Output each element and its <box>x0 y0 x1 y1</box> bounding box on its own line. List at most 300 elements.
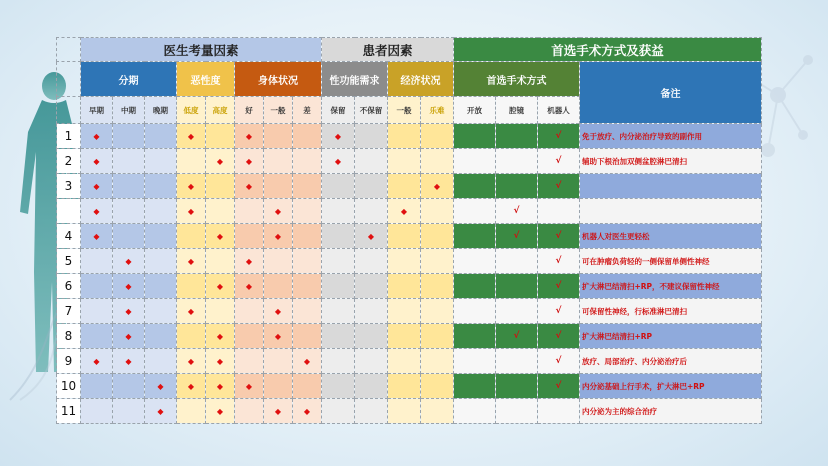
cell-nokeep <box>355 374 388 399</box>
row-number: 1 <box>57 124 81 149</box>
row-number: 8 <box>57 324 81 349</box>
cell-open <box>454 374 496 399</box>
cell-econ-poor <box>421 399 454 424</box>
cell-late <box>145 199 177 224</box>
cell-average <box>264 374 293 399</box>
diamond-icon: ◆ <box>187 306 195 316</box>
diamond-icon: ◆ <box>303 406 311 416</box>
diamond-icon: ◆ <box>334 156 342 166</box>
table-row <box>57 399 762 424</box>
diamond-icon: ◆ <box>274 306 282 316</box>
cell-keep <box>322 274 355 299</box>
cell-econ-poor <box>421 224 454 249</box>
diamond-icon: ◆ <box>245 181 253 191</box>
header-patient-factors: 患者因素 <box>322 38 454 62</box>
cell-late <box>145 349 177 374</box>
cell-nokeep <box>355 324 388 349</box>
cell-low <box>177 174 206 199</box>
cell-keep <box>322 124 355 149</box>
table-body <box>57 124 762 424</box>
cell-open <box>454 274 496 299</box>
header-surgery-benefit: 首选手术方式及获益 <box>454 38 762 62</box>
table-row <box>57 274 762 299</box>
cell-average <box>264 299 293 324</box>
cell-high <box>206 324 235 349</box>
cell-low <box>177 399 206 424</box>
cell-lap <box>496 149 538 174</box>
check-icon: √ <box>555 181 562 191</box>
cell-poor <box>293 374 322 399</box>
cell-low <box>177 124 206 149</box>
subheader-low: 低度 <box>177 97 206 124</box>
cell-lap <box>496 274 538 299</box>
cell-econ-avg <box>388 399 421 424</box>
diamond-icon: ◆ <box>93 231 100 241</box>
cell-econ-poor <box>421 149 454 174</box>
diamond-icon: ◆ <box>187 181 195 191</box>
check-icon: √ <box>555 331 562 341</box>
cell-average <box>264 349 293 374</box>
cell-lap <box>496 124 538 149</box>
row-number <box>57 199 81 224</box>
cell-average <box>264 199 293 224</box>
cell-low <box>177 224 206 249</box>
cell-robot <box>538 224 580 249</box>
cell-keep <box>322 349 355 374</box>
cell-poor <box>293 224 322 249</box>
cell-keep <box>322 399 355 424</box>
diamond-icon: ◆ <box>187 206 195 216</box>
cell-good <box>235 224 264 249</box>
row-note <box>580 174 762 199</box>
row-note: 扩大淋巴结清扫+RP，不建议保留性神经 <box>580 274 762 299</box>
diamond-icon: ◆ <box>93 181 100 191</box>
cell-nokeep <box>355 174 388 199</box>
header-physical: 身体状况 <box>235 62 322 97</box>
cell-low <box>177 199 206 224</box>
cell-good <box>235 374 264 399</box>
cell-high <box>206 149 235 174</box>
diamond-icon: ◆ <box>216 281 224 291</box>
cell-early <box>81 274 113 299</box>
row-note: 免于放疗、内分泌治疗导致的副作用 <box>580 124 762 149</box>
cell-nokeep <box>355 224 388 249</box>
cell-open <box>454 324 496 349</box>
cell-econ-avg <box>388 274 421 299</box>
cell-lap <box>496 299 538 324</box>
cell-late <box>145 299 177 324</box>
cell-early <box>81 299 113 324</box>
cell-high <box>206 374 235 399</box>
diamond-icon: ◆ <box>125 356 132 366</box>
cell-robot <box>538 399 580 424</box>
cell-lap <box>496 324 538 349</box>
cell-keep <box>322 324 355 349</box>
cell-robot <box>538 374 580 399</box>
subheader-keep: 保留 <box>322 97 355 124</box>
cell-late <box>145 399 177 424</box>
cell-mid <box>113 124 145 149</box>
diamond-icon: ◆ <box>157 381 164 391</box>
table-row <box>57 224 762 249</box>
check-icon: √ <box>513 231 520 241</box>
cell-late <box>145 249 177 274</box>
cell-nokeep <box>355 124 388 149</box>
cell-high <box>206 174 235 199</box>
cell-open <box>454 349 496 374</box>
cell-good <box>235 324 264 349</box>
row-number: 2 <box>57 149 81 174</box>
diamond-icon: ◆ <box>334 131 342 141</box>
cell-lap <box>496 399 538 424</box>
header-preferred: 首选手术方式 <box>454 62 580 97</box>
diamond-icon: ◆ <box>303 356 311 366</box>
cell-robot <box>538 249 580 274</box>
cell-early <box>81 174 113 199</box>
cell-average <box>264 399 293 424</box>
cell-econ-poor <box>421 374 454 399</box>
cell-average <box>264 174 293 199</box>
header-doctor-factors: 医生考量因素 <box>81 38 322 62</box>
check-icon: √ <box>555 356 562 366</box>
check-icon: √ <box>555 281 562 291</box>
subheader-mid: 中期 <box>113 97 145 124</box>
diamond-icon: ◆ <box>216 381 224 391</box>
row-number: 9 <box>57 349 81 374</box>
cell-low <box>177 324 206 349</box>
diamond-icon: ◆ <box>245 156 253 166</box>
diamond-icon: ◆ <box>245 381 253 391</box>
cell-econ-poor <box>421 349 454 374</box>
table-row <box>57 124 762 149</box>
row-number: 6 <box>57 274 81 299</box>
table-row <box>57 349 762 374</box>
cell-good <box>235 399 264 424</box>
cell-low <box>177 374 206 399</box>
cell-keep <box>322 174 355 199</box>
diamond-icon: ◆ <box>125 306 132 316</box>
cell-open <box>454 149 496 174</box>
table-row <box>57 249 762 274</box>
row-number: 11 <box>57 399 81 424</box>
cell-nokeep <box>355 399 388 424</box>
cell-late <box>145 324 177 349</box>
cell-early <box>81 399 113 424</box>
cell-econ-avg <box>388 149 421 174</box>
cell-mid <box>113 249 145 274</box>
diamond-icon: ◆ <box>216 231 224 241</box>
subheader-average: 一般 <box>264 97 293 124</box>
cell-mid <box>113 324 145 349</box>
cell-lap <box>496 249 538 274</box>
check-icon: √ <box>513 206 520 216</box>
diamond-icon: ◆ <box>187 131 195 141</box>
row-note: 可在肿瘤负荷轻的一侧保留单侧性神经 <box>580 249 762 274</box>
check-icon: √ <box>555 381 562 391</box>
cell-good <box>235 124 264 149</box>
corner-cell <box>57 97 81 124</box>
diamond-icon: ◆ <box>216 156 224 166</box>
cell-high <box>206 399 235 424</box>
diamond-icon: ◆ <box>125 331 132 341</box>
cell-average <box>264 274 293 299</box>
cell-poor <box>293 399 322 424</box>
cell-early <box>81 249 113 274</box>
cell-poor <box>293 199 322 224</box>
cell-poor <box>293 174 322 199</box>
cell-robot <box>538 324 580 349</box>
cell-high <box>206 274 235 299</box>
cell-mid <box>113 149 145 174</box>
diamond-icon: ◆ <box>245 256 253 266</box>
diamond-icon: ◆ <box>187 356 195 366</box>
cell-econ-avg <box>388 199 421 224</box>
cell-mid <box>113 199 145 224</box>
row-number: 5 <box>57 249 81 274</box>
header-malignancy: 恶性度 <box>177 62 235 97</box>
cell-average <box>264 249 293 274</box>
diamond-icon: ◆ <box>125 256 132 266</box>
cell-nokeep <box>355 249 388 274</box>
row-note: 可保留性神经，行标准淋巴清扫 <box>580 299 762 324</box>
cell-mid <box>113 274 145 299</box>
cell-robot <box>538 349 580 374</box>
cell-robot <box>538 124 580 149</box>
cell-nokeep <box>355 349 388 374</box>
cell-keep <box>322 299 355 324</box>
row-note: 机器人对医生更轻松 <box>580 224 762 249</box>
cell-econ-poor <box>421 274 454 299</box>
subheader-lap: 腔镜 <box>496 97 538 124</box>
header-notes: 备注 <box>580 62 762 124</box>
diamond-icon: ◆ <box>187 256 195 266</box>
cell-high <box>206 199 235 224</box>
cell-econ-avg <box>388 349 421 374</box>
cell-lap <box>496 224 538 249</box>
cell-early <box>81 149 113 174</box>
row-note: 内分泌基础上行手术，扩大淋巴+RP <box>580 374 762 399</box>
diamond-icon: ◆ <box>157 406 164 416</box>
cell-poor <box>293 149 322 174</box>
cell-econ-avg <box>388 224 421 249</box>
cell-lap <box>496 199 538 224</box>
check-icon: √ <box>555 131 562 141</box>
cell-early <box>81 374 113 399</box>
cell-late <box>145 124 177 149</box>
diamond-icon: ◆ <box>93 206 100 216</box>
cell-low <box>177 249 206 274</box>
cell-early <box>81 199 113 224</box>
subheader-robot: 机器人 <box>538 97 580 124</box>
cell-good <box>235 174 264 199</box>
cell-mid <box>113 399 145 424</box>
table-row <box>57 324 762 349</box>
subheader-nokeep: 不保留 <box>355 97 388 124</box>
cell-early <box>81 349 113 374</box>
diamond-icon: ◆ <box>216 406 224 416</box>
diamond-icon: ◆ <box>245 281 253 291</box>
cell-robot <box>538 199 580 224</box>
cell-poor <box>293 299 322 324</box>
cell-open <box>454 124 496 149</box>
header-staging: 分期 <box>81 62 177 97</box>
cell-early <box>81 324 113 349</box>
diamond-icon: ◆ <box>400 206 408 216</box>
cell-good <box>235 274 264 299</box>
cell-mid <box>113 374 145 399</box>
cell-econ-avg <box>388 249 421 274</box>
cell-keep <box>322 249 355 274</box>
cell-open <box>454 249 496 274</box>
cell-good <box>235 249 264 274</box>
cell-econ-poor <box>421 299 454 324</box>
cell-average <box>264 124 293 149</box>
cell-lap <box>496 374 538 399</box>
cell-good <box>235 299 264 324</box>
diamond-icon: ◆ <box>187 381 195 391</box>
diamond-icon: ◆ <box>216 356 224 366</box>
cell-econ-avg <box>388 174 421 199</box>
cell-high <box>206 124 235 149</box>
cell-nokeep <box>355 299 388 324</box>
cell-mid <box>113 224 145 249</box>
diamond-icon: ◆ <box>245 131 253 141</box>
cell-good <box>235 349 264 374</box>
subheader-early: 早期 <box>81 97 113 124</box>
row-note: 放疗、局部治疗、内分泌治疗后 <box>580 349 762 374</box>
cell-mid <box>113 299 145 324</box>
cell-high <box>206 249 235 274</box>
cell-high <box>206 224 235 249</box>
cell-low <box>177 299 206 324</box>
header-economic: 经济状况 <box>388 62 454 97</box>
treatment-decision-table <box>56 37 762 424</box>
diamond-icon: ◆ <box>125 281 132 291</box>
cell-early <box>81 224 113 249</box>
subheader-econ-poor: 乐难 <box>421 97 454 124</box>
header-sexual: 性功能需求 <box>322 62 388 97</box>
diamond-icon: ◆ <box>93 356 100 366</box>
cell-econ-avg <box>388 299 421 324</box>
cell-average <box>264 224 293 249</box>
cell-econ-poor <box>421 124 454 149</box>
cell-good <box>235 149 264 174</box>
table-row <box>57 149 762 174</box>
diamond-icon: ◆ <box>274 331 282 341</box>
table-row <box>57 174 762 199</box>
cell-nokeep <box>355 149 388 174</box>
diamond-icon: ◆ <box>433 181 441 191</box>
row-number: 7 <box>57 299 81 324</box>
cell-good <box>235 199 264 224</box>
row-note: 辅助下根治加双侧盆腔淋巴清扫 <box>580 149 762 174</box>
cell-late <box>145 374 177 399</box>
check-icon: √ <box>555 306 562 316</box>
cell-high <box>206 299 235 324</box>
cell-robot <box>538 149 580 174</box>
row-number: 3 <box>57 174 81 199</box>
cell-low <box>177 349 206 374</box>
diamond-icon: ◆ <box>274 206 282 216</box>
diamond-icon: ◆ <box>274 231 282 241</box>
row-number: 10 <box>57 374 81 399</box>
cell-econ-avg <box>388 124 421 149</box>
corner-cell <box>57 38 81 62</box>
diamond-icon: ◆ <box>216 331 224 341</box>
cell-poor <box>293 249 322 274</box>
diamond-icon: ◆ <box>274 406 282 416</box>
cell-poor <box>293 274 322 299</box>
cell-open <box>454 174 496 199</box>
cell-lap <box>496 174 538 199</box>
cell-econ-avg <box>388 374 421 399</box>
cell-econ-poor <box>421 199 454 224</box>
cell-robot <box>538 274 580 299</box>
cell-keep <box>322 199 355 224</box>
subheader-good: 好 <box>235 97 264 124</box>
corner-cell <box>57 62 81 97</box>
cell-econ-avg <box>388 324 421 349</box>
subheader-econ-avg: 一般 <box>388 97 421 124</box>
cell-open <box>454 224 496 249</box>
subheader-open: 开放 <box>454 97 496 124</box>
cell-lap <box>496 349 538 374</box>
cell-late <box>145 174 177 199</box>
row-number: 4 <box>57 224 81 249</box>
cell-high <box>206 349 235 374</box>
cell-poor <box>293 324 322 349</box>
cell-poor <box>293 124 322 149</box>
cell-keep <box>322 149 355 174</box>
cell-keep <box>322 374 355 399</box>
cell-average <box>264 324 293 349</box>
cell-robot <box>538 299 580 324</box>
cell-late <box>145 274 177 299</box>
cell-low <box>177 149 206 174</box>
check-icon: √ <box>513 331 520 341</box>
cell-open <box>454 199 496 224</box>
cell-econ-poor <box>421 249 454 274</box>
diamond-icon: ◆ <box>93 156 100 166</box>
subheader-high: 高度 <box>206 97 235 124</box>
subheader-poor: 差 <box>293 97 322 124</box>
table-row <box>57 299 762 324</box>
check-icon: √ <box>555 156 562 166</box>
table-row <box>57 199 762 224</box>
subheader-late: 晚期 <box>145 97 177 124</box>
cell-open <box>454 399 496 424</box>
cell-mid <box>113 349 145 374</box>
check-icon: √ <box>555 231 562 241</box>
cell-nokeep <box>355 274 388 299</box>
cell-mid <box>113 174 145 199</box>
row-note: 内分泌为主的综合治疗 <box>580 399 762 424</box>
diamond-icon: ◆ <box>367 231 375 241</box>
row-note: 扩大淋巴结清扫+RP <box>580 324 762 349</box>
cell-average <box>264 149 293 174</box>
diamond-icon: ◆ <box>93 131 100 141</box>
cell-late <box>145 224 177 249</box>
row-note <box>580 199 762 224</box>
cell-early <box>81 124 113 149</box>
table-row <box>57 374 762 399</box>
cell-keep <box>322 224 355 249</box>
cell-open <box>454 299 496 324</box>
cell-nokeep <box>355 199 388 224</box>
cell-late <box>145 149 177 174</box>
cell-robot <box>538 174 580 199</box>
cell-poor <box>293 349 322 374</box>
